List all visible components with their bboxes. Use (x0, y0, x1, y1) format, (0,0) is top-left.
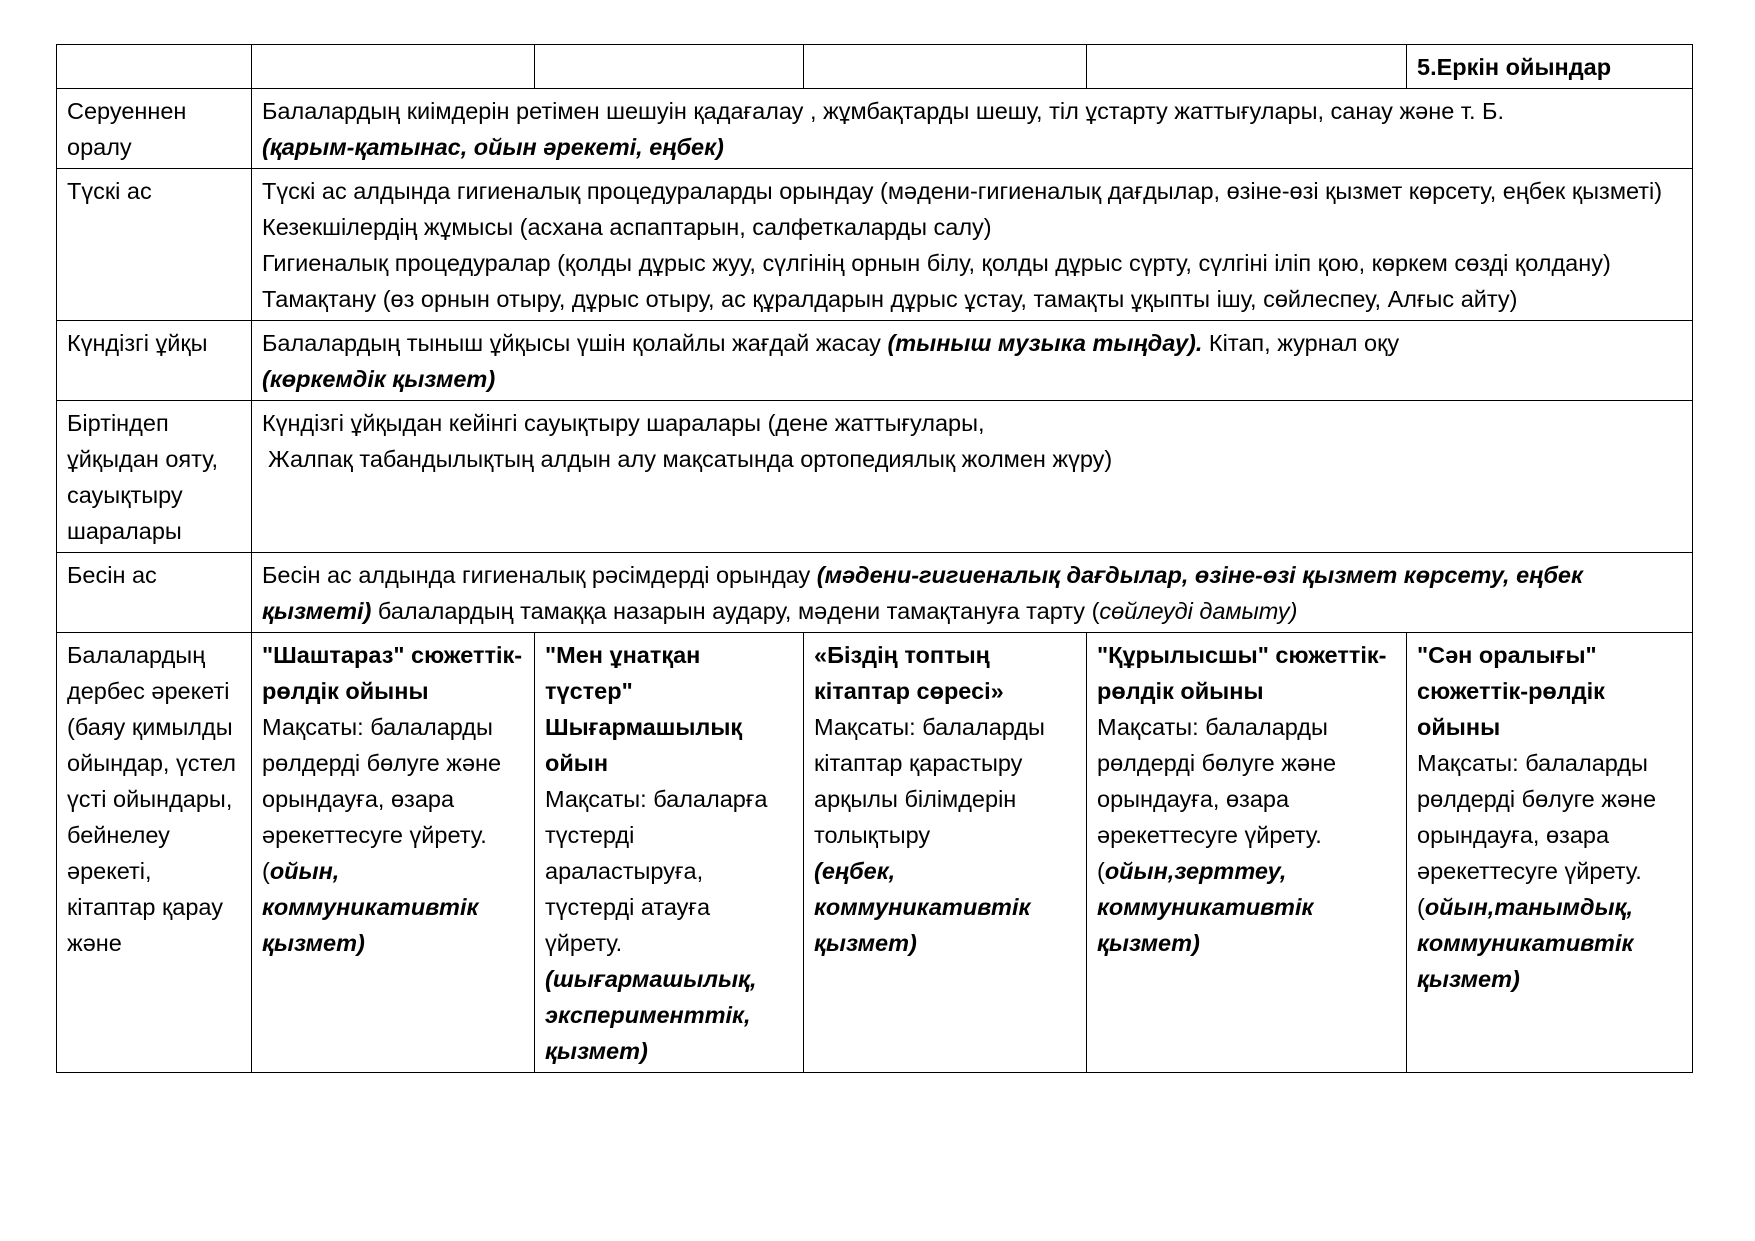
row-label: Түскі ас (57, 169, 252, 321)
game-title: "Сән оралығы" сюжеттік-рөлдік ойыны (1417, 642, 1605, 740)
lunch-line-2: Кезекшілердің жұмысы (асхана аспаптарын, салфеткаларды салу) (262, 214, 992, 240)
row-content (252, 553, 1693, 633)
row-content (252, 169, 1693, 321)
header-cell-1 (57, 45, 252, 89)
header-cell-2 (252, 45, 535, 89)
row-label: Біртіндеп ұйқыдан ояту, сауықтыру шаралары (57, 401, 252, 553)
snack-text-1: Бесін ас алдында гигиеналық рәсімдерді орындау (262, 562, 817, 588)
row-nap (57, 321, 1693, 401)
lunch-line-3: Гигиеналық процедуралар (қолды дұрыс жуу, сүлгінің орнын білу, қолды дұрыс сүрту, сүлгіні іліп қою, көркем сөзді қолдану) (262, 250, 1611, 276)
row-content (252, 401, 1693, 553)
snack-text-2: балалардың тамаққа назарын аудару, мәдени тамақтануға тарту ( (371, 598, 1100, 624)
nap-music-tag: (тыныш музыка тыңдау). (887, 330, 1203, 356)
return-walk-activity-tag: (қарым-қатынас, ойын әрекеті, еңбек) (262, 134, 724, 160)
return-walk-text: Балалардың киімдерін ретімен шешуін қадағалау , жұмбақтарды шешу, тіл ұстарту жаттығулары, санау және т. Б. (262, 98, 1504, 124)
header-cell-5 (1087, 45, 1407, 89)
game-title: "Мен ұнатқан түстер" Шығармашылық ойын (545, 642, 743, 776)
row-content (252, 89, 1693, 169)
header-row (57, 45, 1693, 89)
game-activity-tag: (шығармашылық, эксперименттік, қызмет) (545, 966, 757, 1064)
wakeup-line-1: Күндізгі ұйқыдан кейінгі сауықтыру шаралары (дене жаттығулары, (262, 410, 985, 436)
game-cell-3 (804, 633, 1087, 1073)
game-activity-tag: ойын,зерттеу, коммуникативтік қызмет) (1097, 858, 1314, 956)
game-goal: Мақсаты: балаларды рөлдерді бөлуге және орындауға, өзара әрекеттесуге үйрету. (1417, 750, 1657, 884)
schedule-table (56, 44, 1693, 1073)
snack-activity-tag: (мәдени-гигиеналық дағдылар, өзіне-өзі қызмет көрсету, еңбек қызметі) (262, 562, 1583, 624)
game-open-paren: ( (1417, 894, 1425, 920)
nap-text-1: Балалардың тыныш ұйқысы үшін қолайлы жағдай жасау (262, 330, 888, 356)
row-content (252, 321, 1693, 401)
row-lunch (57, 169, 1693, 321)
header-cell-3 (535, 45, 804, 89)
game-goal: Мақсаты: балаларға түстерді араластыруға, түстерді атауға үйрету. (545, 786, 768, 956)
wakeup-line-2: Жалпақ табандылықтың алдын алу мақсатында ортопедиялық жолмен жүру) (268, 446, 1113, 472)
game-cell-1 (252, 633, 535, 1073)
row-wakeup (57, 401, 1693, 553)
snack-speech-tag: сөйлеуді дамыту) (1099, 598, 1298, 624)
row-snack (57, 553, 1693, 633)
game-cell-2 (535, 633, 804, 1073)
free-games-title: 5.Еркін ойындар (1417, 54, 1612, 80)
row-label: Серуеннен оралу (57, 89, 252, 169)
header-cell-4 (804, 45, 1087, 89)
game-title: "Шаштараз" сюжеттік-рөлдік ойыны (262, 642, 523, 704)
game-cell-5 (1407, 633, 1693, 1073)
row-independent-activity (57, 633, 1693, 1073)
game-title: «Біздің топтың кітаптар сөресі» (814, 642, 1004, 704)
row-label: Күндізгі ұйқы (57, 321, 252, 401)
row-label: Бесін ас (57, 553, 252, 633)
game-title: "Құрылысшы" сюжеттік-рөлдік ойыны (1097, 642, 1387, 704)
nap-text-2: Кітап, журнал оқу (1202, 330, 1400, 356)
row-return-walk (57, 89, 1693, 169)
game-goal: Мақсаты: балаларды кітаптар қарастыру арқылы білімдерін толықтыру (814, 714, 1045, 848)
lunch-line-4: Тамақтану (өз орнын отыру, дұрыс отыру, ас құралдарын дұрыс ұстау, тамақты ұқыпты ішу, сөйлеспеу, Алғыс айту) (262, 286, 1518, 312)
game-goal: Мақсаты: балаларды рөлдерді бөлуге және орындауға, өзара әрекеттесуге үйрету. (262, 714, 502, 848)
game-open-paren: ( (262, 858, 270, 884)
game-activity-tag: ойын,танымдық, коммуникативтік қызмет) (1417, 894, 1634, 992)
game-goal: Мақсаты: балаларды рөлдерді бөлуге және орындауға, өзара әрекеттесуге үйрету. (1097, 714, 1337, 848)
game-cell-4 (1087, 633, 1407, 1073)
game-activity-tag: (еңбек, коммуникативтік қызмет) (814, 858, 1031, 956)
header-cell-free-games (1407, 45, 1693, 89)
row-label: Балалардың дербес әрекеті (баяу қимылды ойындар, үстел үсті ойындары, бейнелеу әрекеті, кітаптар қарау және (57, 633, 252, 1073)
game-open-paren: ( (1097, 858, 1105, 884)
lunch-line-1: Түскі ас алдында гигиеналық процедураларды орындау (мәдени-гигиеналық дағдылар, өзіне-өзі қызмет көрсету, еңбек қызметі) (262, 178, 1663, 204)
nap-activity-tag: (көркемдік қызмет) (262, 366, 496, 392)
game-activity-tag: ойын, коммуникативтік қызмет) (262, 858, 479, 956)
